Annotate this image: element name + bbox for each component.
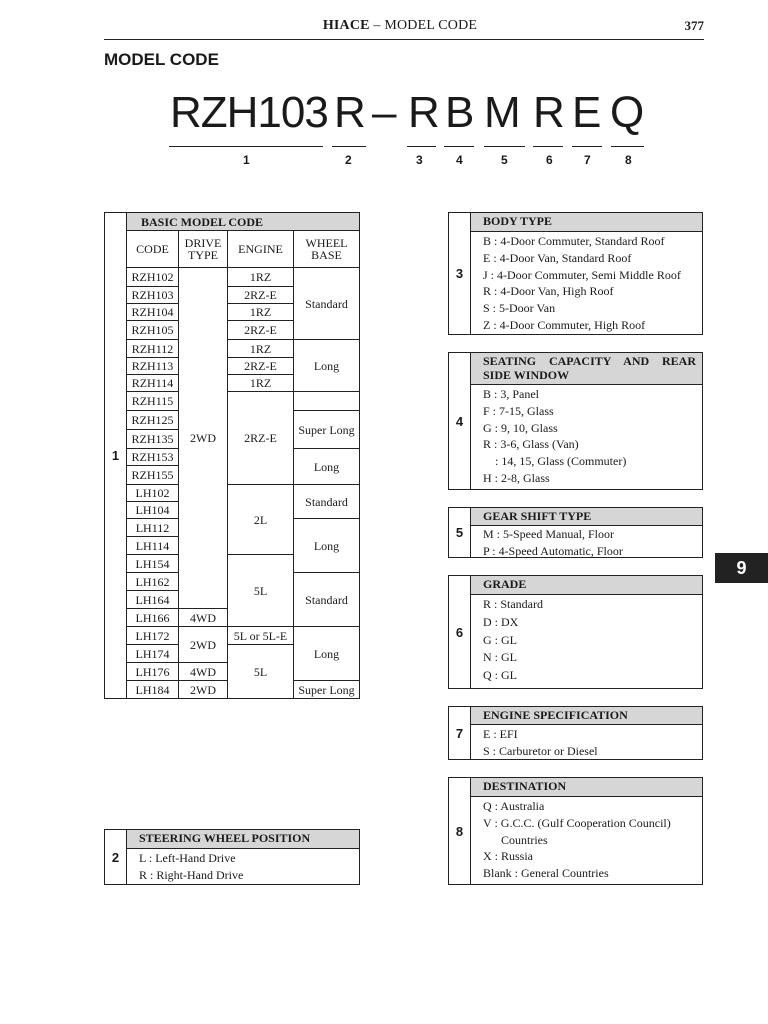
code-cell: LH172 [127,627,179,645]
code-seg-1: RZH103 [170,88,328,137]
destination-box [448,777,703,885]
code-cell: RZH135 [127,430,179,449]
wheelbase-cell: Super Long [294,411,360,449]
model-code-example [168,88,668,148]
code-num-8: 8 [625,153,632,167]
seating-item: : 14, 15, Glass (Commuter) [483,454,627,469]
basic-title: BASIC MODEL CODE [127,213,360,231]
code-seg-4: B [445,88,474,137]
wheelbase-cell: Long [294,519,360,573]
col-header-code: CODE [127,231,179,268]
steering-box [104,829,360,885]
code-seg-6: R [533,88,564,137]
engine-cell: 5L or 5L-E [228,627,294,645]
code-underline-8 [611,146,644,147]
engine-cell: 5L [228,555,294,627]
code-cell: LH154 [127,555,179,573]
steering-title: STEERING WHEEL POSITION [127,830,359,849]
code-cell: RZH112 [127,340,179,358]
gear-box [448,507,703,558]
engine-cell: 2RZ-E [228,358,294,375]
code-underline-7 [572,146,602,147]
destination-item: X : Russia [483,849,534,864]
gear-num: 5 [449,508,471,557]
engine-cell: 1RZ [228,340,294,358]
engine-cell: 1RZ [228,268,294,287]
gear-item: M : 5-Speed Manual, Floor [483,527,614,541]
body-type-item: Z : 4-Door Commuter, High Roof [483,317,646,332]
page-number: 377 [684,18,704,33]
code-seg-2: R [334,88,365,137]
code-cell: LH184 [127,681,179,699]
drive-cell: 2WD [179,627,228,663]
code-underline-1 [169,146,323,147]
drive-cell: 2WD [179,681,228,699]
engine-cell: 5L [228,645,294,699]
header-brand: HIACE [322,18,370,33]
body-type-num: 3 [449,213,471,334]
wheelbase-cell: Standard [294,268,360,340]
code-num-5: 5 [501,153,508,167]
wheelbase-cell: Long [294,449,360,485]
engine-cell: 1RZ [228,375,294,392]
engine-cell: 2L [228,485,294,555]
steering-body [127,849,359,884]
code-cell: LH176 [127,663,179,681]
code-seg-dash: – [372,88,396,137]
destination-body [471,798,702,884]
wheelbase-cell: Long [294,340,360,392]
code-cell: RZH125 [127,411,179,430]
code-num-4: 4 [456,153,463,167]
gear-item: P : 4-Speed Automatic, Floor [483,543,623,558]
code-cell: RZH102 [127,268,179,287]
engine-cell: 2RZ-E [228,287,294,304]
code-seg-3: R [408,88,439,137]
body-type-item: J : 4-Door Commuter, Semi Middle Roof [483,267,681,282]
destination-title: DESTINATION [471,778,702,797]
seating-item: F : 7-15, Glass [483,403,554,418]
grade-item: N : GL [483,650,517,665]
wheelbase-cell: Standard [294,573,360,627]
body-type-item: B : 4-Door Commuter, Standard Roof [483,234,665,248]
header-rule [104,39,704,40]
code-seg-8: Q [610,88,644,137]
code-seg-7: E [572,88,601,137]
gear-title: GEAR SHIFT TYPE [471,508,702,526]
col-header-engine: ENGINE [228,231,294,268]
basic-model-code-table [104,212,360,699]
wheelbase-cell: Standard [294,485,360,519]
gear-body [471,526,702,557]
seating-item: B : 3, Panel [483,387,539,401]
destination-item: Countries [483,832,548,847]
grade-item: R : Standard [483,597,543,611]
steering-item: L : Left-Hand Drive [139,851,236,865]
seating-item: R : 3-6, Glass (Van) [483,437,579,452]
wheelbase-cell: Super Long [294,681,360,699]
code-cell: LH162 [127,573,179,591]
destination-item: V : G.C.C. (Gulf Cooperation Council) [483,815,671,830]
body-type-item: R : 4-Door Van, High Roof [483,284,614,299]
code-underline-2 [332,146,366,147]
code-underline-3 [407,146,436,147]
seating-body [471,386,702,489]
code-underline-6 [533,146,563,147]
code-cell: LH102 [127,485,179,502]
code-underline-4 [444,146,474,147]
header-subtitle: – MODEL CODE [369,18,478,33]
code-seg-5: M [484,88,520,137]
grade-item: D : DX [483,614,519,629]
code-cell: LH114 [127,537,179,555]
body-type-item: S : 5-Door Van [483,301,556,316]
engine-cell: 1RZ [228,304,294,321]
code-cell: RZH114 [127,375,179,392]
body-type-box [448,212,703,335]
drive-cell: 2WD [179,268,228,609]
engine-spec-item: E : EFI [483,727,518,741]
col-header-drive: DRIVE TYPE [179,231,228,268]
destination-num: 8 [449,778,471,884]
code-num-7: 7 [584,153,591,167]
code-cell: LH112 [127,519,179,537]
engine-spec-box [448,706,703,760]
code-cell: RZH153 [127,449,179,466]
body-type-title: BODY TYPE [471,213,702,232]
drive-cell: 4WD [179,609,228,627]
code-num-2: 2 [345,153,352,167]
seating-num: 4 [449,353,471,489]
engine-spec-body [471,726,702,759]
code-underline-5 [484,146,525,147]
grade-box [448,575,703,689]
destination-item: Blank : General Countries [483,866,609,881]
body-type-item: E : 4-Door Van, Standard Roof [483,250,632,265]
code-cell: RZH105 [127,321,179,340]
code-cell: RZH104 [127,304,179,321]
engine-spec-item: S : Carburetor or Diesel [483,743,598,758]
code-num-1: 1 [243,153,250,167]
engine-cell: 2RZ-E [228,321,294,340]
code-cell: RZH155 [127,466,179,485]
basic-num: 1 [105,213,127,699]
steering-num: 2 [105,830,127,884]
grade-num: 6 [449,576,471,688]
steering-item: R : Right-Hand Drive [139,867,244,882]
wheelbase-cell: Long [294,627,360,681]
section-title: MODEL CODE [104,50,219,69]
code-num-6: 6 [546,153,553,167]
grade-body [471,596,702,688]
engine-cell: 2RZ-E [228,392,294,485]
code-cell: LH174 [127,645,179,663]
destination-item: Q : Australia [483,799,545,813]
grade-item: Q : GL [483,668,517,683]
chapter-tab: 9 [715,553,768,583]
seating-title: SEATING CAPACITY AND REAR SIDE WINDOW [471,353,702,385]
code-cell: LH164 [127,591,179,609]
grade-title: GRADE [471,576,702,595]
grade-item: G : GL [483,632,517,647]
code-cell: RZH113 [127,358,179,375]
running-header [200,18,600,34]
seating-box [448,352,703,490]
engine-spec-title: ENGINE SPECIFICATION [471,707,702,725]
seating-item: H : 2-8, Glass [483,470,550,485]
code-cell: LH104 [127,502,179,519]
code-cell: RZH103 [127,287,179,304]
engine-spec-num: 7 [449,707,471,759]
code-cell: LH166 [127,609,179,627]
drive-cell: 4WD [179,663,228,681]
seating-item: G : 9, 10, Glass [483,420,558,435]
body-type-body [471,233,702,334]
col-header-wheelbase: WHEEL BASE [294,231,360,268]
code-num-3: 3 [416,153,423,167]
code-cell: RZH115 [127,392,179,411]
